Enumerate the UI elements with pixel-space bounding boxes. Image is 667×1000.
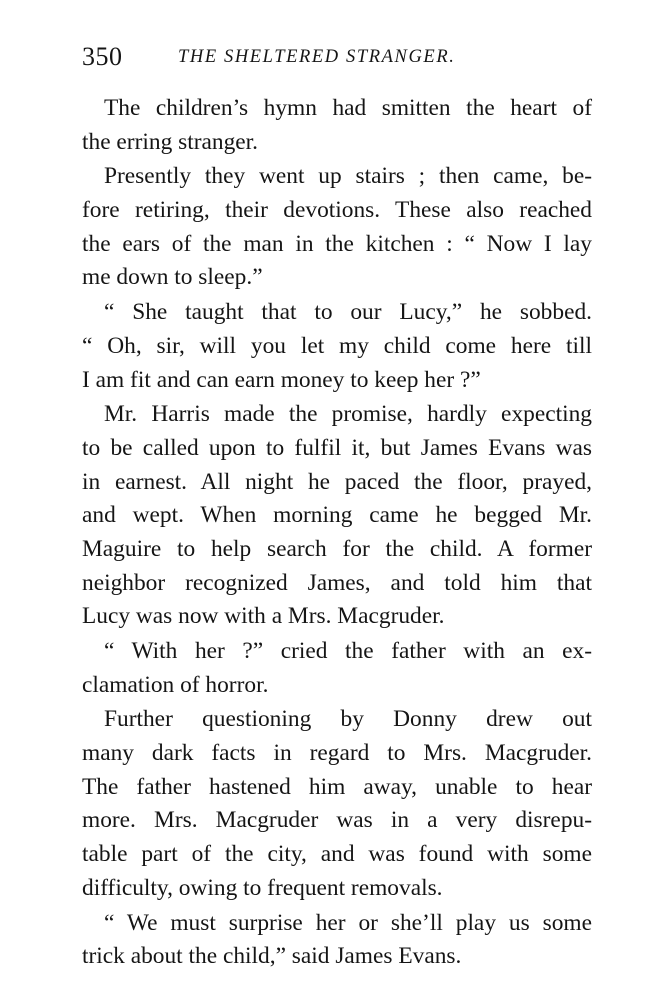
- text-line: the ears of the man in the kitchen : “ Now I lay: [82, 230, 592, 257]
- text-line: Maguire to help search for the child. A former: [82, 535, 592, 562]
- text-line: table part of the city, and was found with some: [82, 841, 592, 868]
- text-line: “ Oh, sir, will you let my child come here till: [82, 332, 592, 359]
- text-line: Further questioning by Donny drew out: [104, 706, 592, 733]
- paragraph-1: [82, 92, 592, 159]
- text-line: trick about the child,” said James Evans.: [82, 943, 462, 970]
- paragraph-5: [82, 635, 592, 702]
- paragraph-4: [82, 398, 592, 634]
- text-line: the erring stranger.: [82, 128, 259, 155]
- paragraph-7: [82, 907, 592, 974]
- text-line: Mr. Harris made the promise, hardly expecting: [104, 401, 592, 428]
- text-line: more. Mrs. Macgruder was in a very disrepu-: [82, 807, 592, 834]
- text-line: Lucy was now with a Mrs. Macgruder.: [82, 603, 445, 630]
- text-line: Presently they went up stairs ; then came, be-: [104, 163, 592, 190]
- paragraph-3: [82, 296, 592, 397]
- text-line: difficulty, owing to frequent removals.: [82, 874, 443, 901]
- paragraph-6: [82, 703, 592, 905]
- text-line: in earnest. All night he paced the floor, prayed,: [82, 468, 592, 495]
- text-line: to be called upon to fulfil it, but James Evans was: [82, 434, 592, 461]
- text-line: many dark facts in regard to Mrs. Macgruder.: [82, 740, 592, 767]
- text-line: “ She taught that to our Lucy,” he sobbed.: [104, 299, 592, 326]
- paragraph-2: [82, 160, 592, 295]
- text-line: “ With her ?” cried the father with an ex-: [104, 638, 592, 664]
- body-text: [82, 92, 592, 974]
- text-line: and wept. When morning came he begged Mr.: [82, 502, 592, 529]
- text-line: neighbor recognized James, and told him that: [82, 569, 592, 596]
- running-title: THE SHELTERED STRANGER.: [178, 47, 456, 67]
- text-line: clamation of horror.: [82, 671, 269, 698]
- running-head: [82, 40, 592, 74]
- text-line: The children’s hymn had smitten the heart of: [104, 95, 592, 121]
- text-line: “ We must surprise her or she’ll play us some: [104, 909, 592, 936]
- text-line: me down to sleep.”: [82, 264, 263, 291]
- text-line: I am fit and can earn money to keep her ?”: [82, 366, 481, 393]
- text-line: The father hastened him away, unable to hear: [82, 773, 592, 800]
- page-number: 350: [82, 42, 123, 71]
- text-line: fore retiring, their devotions. These also reached: [82, 197, 592, 224]
